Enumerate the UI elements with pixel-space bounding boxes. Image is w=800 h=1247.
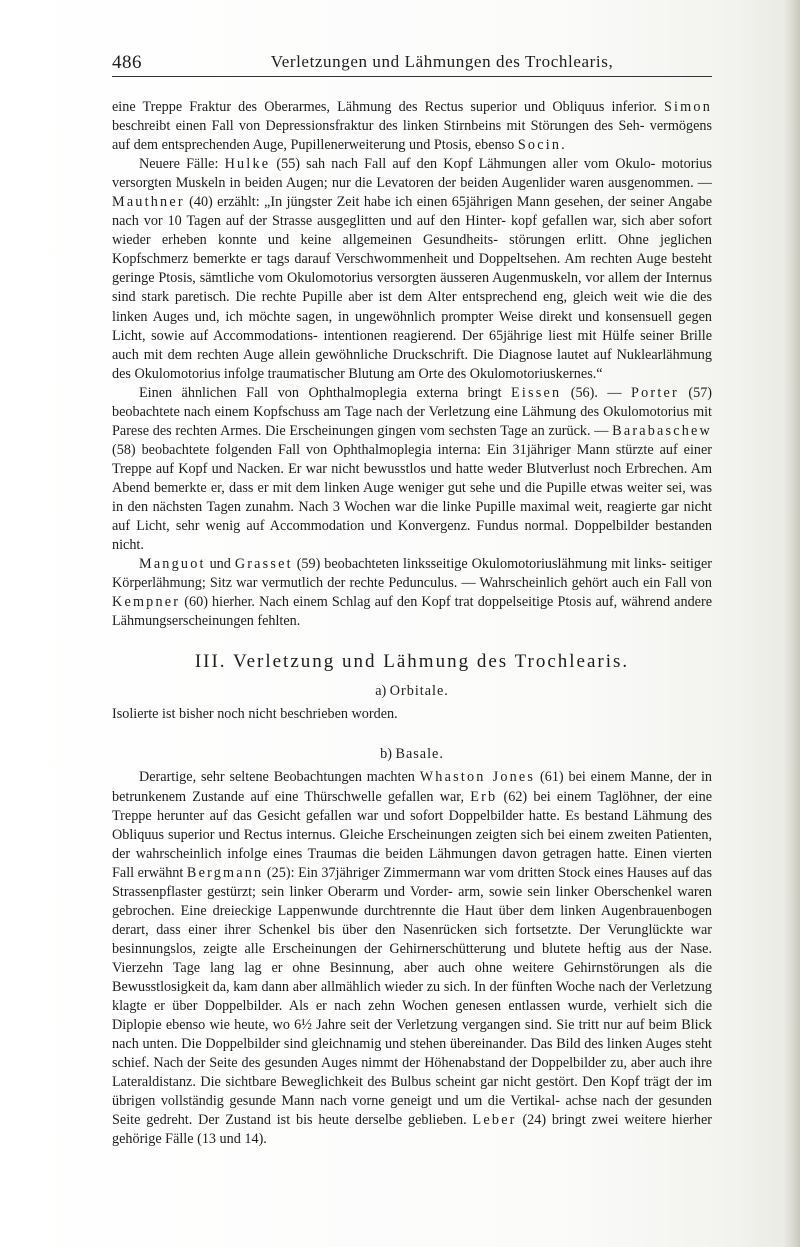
text-run: (57) beobachtete nach einem Kopfschuss am Tage nach der Verletzung eine Lähmung des Okulomotorius mit Parese des rechten Armes. Die Erscheinungen gingen vom sechsten Tage an zurück. — (112, 384, 713, 439)
paragraph-1 (112, 98, 712, 155)
author-name: Leber (472, 1112, 517, 1129)
author-name: Socin (517, 137, 562, 154)
subsection-label: b) (380, 746, 392, 763)
author-name: Kempner (112, 594, 181, 611)
spacer (112, 724, 712, 742)
paragraph-5: Isolierte ist bisher noch nicht beschrieben worden. (112, 706, 398, 723)
paragraph-3 (112, 384, 712, 555)
author-name: Whaston Jones (419, 769, 536, 786)
text-run: (62) bei einem Taglöhner, der eine Treppe herunter auf das Gesicht gefallen war und sofort Doppelbilder hatte. Es bestand Lähmung des Obliquus superior und Rectus internus. Gleiche Erscheinungen zeigten sich bei einem zweiten Patienten, der wahrscheinlich infolge eines Traumas die beiden Lähmungen davon getragen hatte. Einen vierten Fall erwähnt (112, 788, 712, 881)
text-run: beschreibt einen Fall von Depressionsfraktur des linken Stirnbeins mit Störungen des Seh- vermögens auf dem entsprechenden Auge, Pupillenerweiterung und Ptosis, ebenso (112, 118, 712, 154)
text-run: Derartige, sehr seltene Beobachtungen machten (139, 769, 420, 786)
text-run: . (561, 137, 565, 154)
text-run: eine Treppe Fraktur des Oberarmes, Lähmung des Rectus superior und Obliquus inferior. (112, 99, 664, 115)
text-run: Einen ähnlichen Fall von Ophthalmoplegia externa bringt (139, 384, 511, 401)
subsection-label: a) (375, 683, 387, 700)
author-name: Erb (470, 788, 498, 805)
author-name: Eissen (511, 384, 562, 401)
author-name: Manguot (139, 556, 206, 573)
subsection-word: Basale. (395, 746, 444, 763)
text-run: (55) sah nach Fall auf den Kopf Lähmungen aller vom Okulo- motorius versorgten Muskeln in beiden Augen; nur die Levatoren der beiden Augenlider waren ausgenommen. — (112, 156, 712, 192)
author-name: Bergmann (186, 864, 264, 881)
text-run: (58) beobachtete folgenden Fall von Ophthalmoplegia interna: Ein 31jähriger Mann stürzte auf einer Treppe auf Kopf und Nacken. Er war nicht bewusstlos und hatte weder Blutverlust noch Erbrechen. Am Abend bemerkte er, dass er mit dem linken Auge weniger gut sehe und die Pupille etwas weiter sei, was in den nächsten Tagen zunahm. Nach 3 Wochen war die linke Pupille maximal weit, reagierte gar nicht auf Licht, sehr wenig auf Accommodation und Konvergenz. Fundus normal. Doppelbilder bestanden nicht. (112, 441, 712, 554)
running-head: Verletzungen und Lähmungen des Trochlearis, (270, 52, 614, 71)
header-rule (112, 76, 712, 77)
paragraph-6 (112, 768, 712, 1149)
author-name: Mauthner (112, 194, 185, 211)
text-run: (25): Ein 37jähriger Zimmermann war vom dritten Stock eines Hauses auf das Strassenpflaster gestürzt; sein linker Oberarm und Vorder- arm, sowie sein linker Oberschenkel waren gebrochen. Eine dreieckige Lappenwunde durchtrennte die Haut über dem linken Augenbrauenbogen derart, dass einer ihrer Schenkel bis über den Nasenrücken sich fortsetzte. Der Verunglückte war besinnungslos, zeigte alle Erscheinungen der Gehirnerschütterung und blutete heftig aus der Nase. Vierzehn Tage lang lag er ohne Besinnung, aber auch ohne weitere Gehirnstörungen als die Bewusstlosigkeit da, kam dann aber allmählich wieder zu sich. In der fünften Woche nach der Verletzung klagte er über Doppelbilder. Als er nach zehn Wochen genesen entlassen wurde, verhielt sich die Diplopie ebenso wie heute, wo 6½ Jahre seit der Verletzung vergangen sind. Sie tritt nur auf beim Blick nach unten. Die Doppelbilder sind gleichnamig und stehen übereinander. Das Bild des linken Auges steht schief. Nach der Seite des gesunden Auges nimmt der Höhenabstand der Doppelbilder zu, aber auch ihre Lateraldistanz. Die sichtbare Beweglichkeit des Bulbus scheint gar nicht gestört. Den Kopf trägt der im übrigen vollständig gesunde Mann nach vorne geneigt und um die Vertikal- achse nach der gesunden Seite gedreht. Der Zustand ist bis heute derselbe geblieben. (112, 864, 712, 1129)
subsection-heading-a (112, 682, 712, 701)
author-name: Grasset (234, 556, 293, 573)
author-name: Porter (631, 384, 679, 401)
subsection-word: Orbitale. (389, 683, 449, 700)
paragraph-4 (112, 555, 712, 631)
text-run: (40) erzählt: „In jüngster Zeit habe ich einen 65jährigen Mann gesehen, der seiner Angabe nach vor 10 Tagen auf der Strasse ausgeglitten und auf den Hinter- kopf gefallen war, sich aber sofort wieder erheben konnte und keine allgemeinen Gesundheits- störungen erlitt. Ohne jeglichen Kopfschmerz bemerkte er tags darauf Verschwommenheit und Doppeltsehen. Am rechten Auge besteht geringe Ptosis, sämtliche vom Okulomotorius versorgten äusseren Augenmuskeln, vor allem der Internus sind stark paretisch. Die rechte Pupille aber ist dem Alter entsprechend eng, gleich weit wie die des linken Auges und, ich möchte sagen, in ungewöhnlich prompter Weise direkt und konsensuell gegen Licht, sowie auf Accommodations- intentionen reagierend. Der 65jährige liest mit Hülfe seiner Brille auch mit dem rechten Auge allein gewöhnliche Druckschrift. Die Diagnose lautet auf Nuklearlähmung des Okulomotorius infolge traumatischer Blutung am Orte des Okulomotoriuskernes.“ (112, 194, 712, 382)
subsection-heading-b (112, 745, 712, 764)
paragraph-2 (112, 155, 712, 384)
text-run: (60) hierher. Nach einem Schlag auf den Kopf trat doppelseitige Ptosis auf, während andere Lähmungserscheinungen fehlten. (112, 594, 712, 630)
page-number: 486 (112, 52, 142, 73)
text-run: (59) beobachteten linksseitige Okulomotoriuslähmung mit links- seitiger Körperlähmung; Sitz war vermutlich der rechte Pedunculus. — Wahrscheinlich gehört auch ein Fall von (112, 556, 712, 592)
author-name: Simon (663, 99, 712, 115)
text-run: (24) bringt zwei weitere hierher gehörige Fälle (13 und 14). (112, 1112, 712, 1148)
text-run: Neuere Fälle: (139, 156, 225, 173)
page-header (112, 52, 712, 78)
section-title: III. Verletzung und Lähmung des Trochlearis. (194, 651, 630, 673)
text-run: und (205, 556, 235, 573)
text-run: (61) bei einem Manne, der in betrunkenem Zustande auf eine Thürschwelle gefallen war, (112, 769, 712, 805)
body-text (112, 98, 712, 1149)
page-edge-shadow (784, 0, 800, 1247)
author-name: Hulke (224, 156, 271, 173)
author-name: Barabaschew (612, 422, 712, 439)
text-run: (56). — (561, 384, 632, 401)
